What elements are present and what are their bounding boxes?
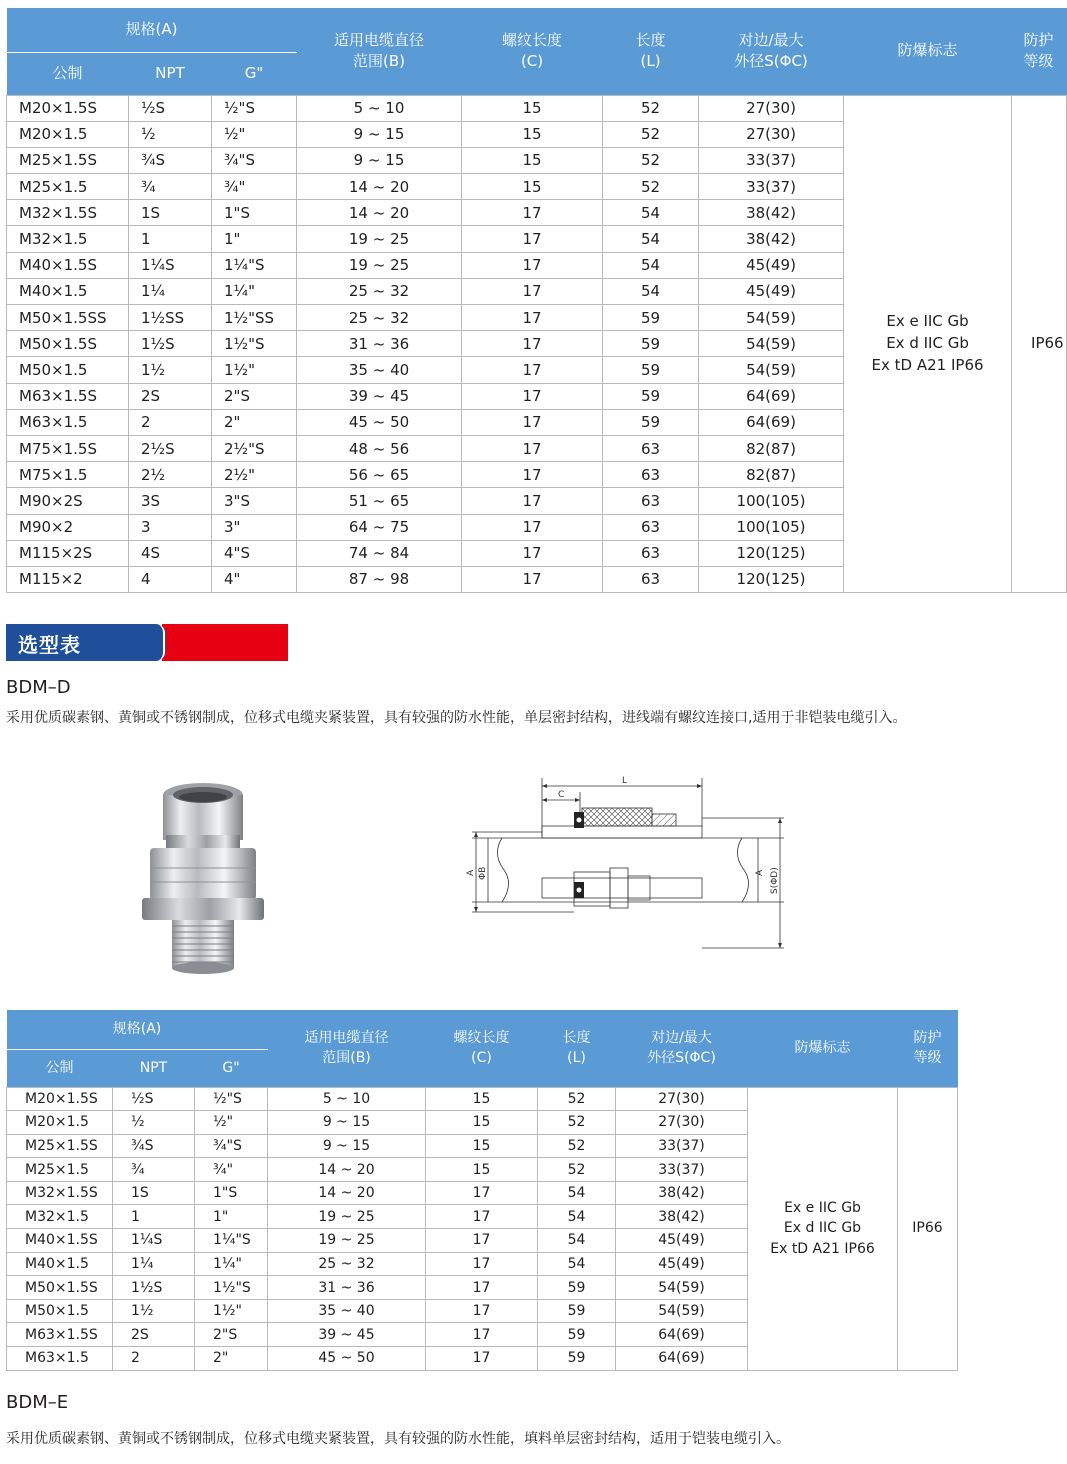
cell-length: 54 [603, 200, 699, 226]
cell-thread-length: 15 [426, 1158, 538, 1182]
drawing-label-s-phi-d: S(ΦD) [770, 867, 780, 894]
cell-cable-range: 74 ~ 84 [297, 540, 462, 566]
cell-length: 59 [603, 331, 699, 357]
cell-across-flats: 38(42) [616, 1205, 748, 1229]
cell-length: 52 [603, 95, 699, 121]
cell-thread-length: 15 [462, 174, 603, 200]
cell-metric-size: M50×1.5 [7, 1299, 113, 1323]
cell-metric-size: M50×1.5 [7, 357, 129, 383]
cell-metric-size: M20×1.5 [7, 121, 129, 147]
technical-drawing [462, 772, 792, 952]
cell-metric-size: M40×1.5S [7, 252, 129, 278]
header-across-flats: 对边/最大 外径S(ΦC) [699, 8, 844, 95]
cell-length: 54 [538, 1205, 616, 1229]
cell-npt-size: 1¼ [129, 278, 212, 304]
cell-metric-size: M32×1.5 [7, 1205, 113, 1229]
cell-length: 63 [603, 540, 699, 566]
header-thread-length: 螺纹长度 (C) [462, 8, 603, 95]
banner-red-band [162, 624, 288, 661]
spec-table-2 [6, 1010, 958, 1371]
description-bdm-d: 采用优质碳素钢、黄铜或不锈钢制成，位移式电缆夹紧装置，具有较强的防水性能，单层密封结构，进线端有螺纹连接口,适用于非铠装电缆引入。 [6, 710, 907, 726]
cell-g-size: 1"S [195, 1181, 268, 1205]
drawing-label-phi-b: ΦB [478, 866, 488, 880]
cell-across-flats: 64(69) [699, 383, 844, 409]
cell-cable-range: 9 ~ 15 [297, 147, 462, 173]
cell-length: 52 [603, 147, 699, 173]
cell-npt-size: ¾S [113, 1134, 195, 1158]
cell-npt-size: 1½SS [129, 305, 212, 331]
cell-thread-length: 17 [462, 305, 603, 331]
cell-metric-size: M40×1.5 [7, 278, 129, 304]
cell-length: 52 [538, 1134, 616, 1158]
ex-marking-line: Ex d IIC Gb [783, 1220, 862, 1237]
cell-cable-range: 35 ~ 40 [268, 1299, 426, 1323]
cell-g-size: 2½"S [212, 435, 297, 461]
cell-across-flats: 33(37) [616, 1134, 748, 1158]
cell-npt-size: 1¼ [113, 1252, 195, 1276]
model-name-bdm-e: BDM–E [6, 1392, 69, 1413]
cell-g-size: 4"S [212, 540, 297, 566]
cell-length: 59 [538, 1347, 616, 1371]
cell-metric-size: M25×1.5 [7, 174, 129, 200]
cell-metric-size: M20×1.5S [7, 1087, 113, 1111]
cell-across-flats: 33(37) [699, 174, 844, 200]
cell-across-flats: 27(30) [616, 1087, 748, 1111]
cell-metric-size: M63×1.5 [7, 1347, 113, 1371]
cell-npt-size: 3S [129, 488, 212, 514]
cell-npt-size: ¾ [129, 174, 212, 200]
cell-thread-length: 17 [426, 1276, 538, 1300]
header-protection: 防护 等级 [1012, 8, 1067, 95]
cell-cable-range: 14 ~ 20 [268, 1181, 426, 1205]
cell-npt-size: 2 [129, 409, 212, 435]
cell-length: 63 [603, 488, 699, 514]
cell-thread-length: 15 [462, 95, 603, 121]
cell-cable-range: 45 ~ 50 [297, 409, 462, 435]
cell-thread-length: 17 [462, 514, 603, 540]
cell-metric-size: M50×1.5S [7, 1276, 113, 1300]
cell-metric-size: M75×1.5 [7, 462, 129, 488]
cell-metric-size: M50×1.5SS [7, 305, 129, 331]
cell-g-size: ¾"S [195, 1134, 268, 1158]
cell-npt-size: 1½ [129, 357, 212, 383]
cell-npt-size: 1¼S [129, 252, 212, 278]
cell-metric-size: M75×1.5S [7, 435, 129, 461]
cell-npt-size: 2S [129, 383, 212, 409]
cell-length: 54 [603, 252, 699, 278]
spec-table-1 [6, 8, 1067, 593]
cell-thread-length: 17 [426, 1347, 538, 1371]
cell-cable-range: 9 ~ 15 [268, 1111, 426, 1135]
cell-across-flats: 64(69) [699, 409, 844, 435]
ex-marking-line: Ex tD A21 IP66 [770, 1240, 875, 1257]
cell-g-size: 1" [195, 1205, 268, 1229]
cell-length: 52 [538, 1087, 616, 1111]
cell-across-flats: 64(69) [616, 1323, 748, 1347]
cell-npt-size: 1S [129, 200, 212, 226]
header-protection-2: 防护 等级 [898, 1010, 958, 1087]
header-cable-range-2: 适用电缆直径 范围(B) [268, 1010, 426, 1087]
cell-metric-size: M63×1.5S [7, 1323, 113, 1347]
cell-g-size: 2"S [195, 1323, 268, 1347]
cell-metric-size: M20×1.5S [7, 95, 129, 121]
ex-marking-line: Ex d IIC Gb [886, 333, 969, 352]
cell-across-flats: 45(49) [616, 1229, 748, 1253]
cell-npt-size: ½S [129, 95, 212, 121]
cell-length: 59 [603, 357, 699, 383]
cell-cable-range: 25 ~ 32 [297, 305, 462, 331]
cell-thread-length: 17 [462, 278, 603, 304]
cell-g-size: 2½" [212, 462, 297, 488]
model-name-bdm-d: BDM–D [6, 677, 71, 698]
cell-length: 59 [603, 383, 699, 409]
cell-length: 52 [538, 1158, 616, 1182]
cell-metric-size: M115×2S [7, 540, 129, 566]
cell-cable-range: 19 ~ 25 [268, 1205, 426, 1229]
cell-npt-size: 4S [129, 540, 212, 566]
cell-across-flats: 120(125) [699, 540, 844, 566]
cell-across-flats: 54(59) [699, 305, 844, 331]
cell-npt-size: 1S [113, 1181, 195, 1205]
cell-thread-length: 17 [426, 1229, 538, 1253]
cell-metric-size: M50×1.5S [7, 331, 129, 357]
cell-across-flats: 54(59) [699, 331, 844, 357]
cell-length: 63 [603, 566, 699, 592]
cell-length: 54 [538, 1252, 616, 1276]
cell-cable-range: 14 ~ 20 [297, 174, 462, 200]
banner-separator [156, 624, 165, 661]
cell-thread-length: 17 [462, 409, 603, 435]
cell-thread-length: 15 [462, 121, 603, 147]
cell-g-size: 1½"SS [212, 305, 297, 331]
description-bdm-e: 采用优质碳素钢、黄铜或不锈钢制成，位移式电缆夹紧装置，具有较强的防水性能，填料单层密封结构，适用于铠装电缆引入。 [6, 1431, 790, 1447]
cell-npt-size: 2S [113, 1323, 195, 1347]
cell-g-size: 1½"S [195, 1276, 268, 1300]
cell-npt-size: ¾ [113, 1158, 195, 1182]
header-ex-marking-2: 防爆标志 [748, 1010, 898, 1087]
cell-metric-size: M32×1.5 [7, 226, 129, 252]
cell-thread-length: 17 [426, 1299, 538, 1323]
cell-g-size: 3" [212, 514, 297, 540]
cell-across-flats: 27(30) [699, 95, 844, 121]
cell-cable-range: 14 ~ 20 [297, 200, 462, 226]
cell-metric-size: M25×1.5S [7, 147, 129, 173]
cell-across-flats: 27(30) [699, 121, 844, 147]
cell-g-size: 1¼"S [195, 1229, 268, 1253]
cell-thread-length: 17 [462, 435, 603, 461]
cell-thread-length: 15 [426, 1087, 538, 1111]
cell-metric-size: M25×1.5S [7, 1134, 113, 1158]
header-g-2: G" [195, 1049, 268, 1087]
cell-thread-length: 15 [426, 1134, 538, 1158]
cell-thread-length: 17 [462, 331, 603, 357]
cell-thread-length: 17 [462, 357, 603, 383]
cell-across-flats: 54(59) [699, 357, 844, 383]
cell-metric-size: M20×1.5 [7, 1111, 113, 1135]
cell-length: 63 [603, 435, 699, 461]
cell-cable-range: 9 ~ 15 [268, 1134, 426, 1158]
cell-length: 63 [603, 462, 699, 488]
cell-cable-range: 64 ~ 75 [297, 514, 462, 540]
cell-g-size: 1"S [212, 200, 297, 226]
cell-npt-size: 2½ [129, 462, 212, 488]
cell-thread-length: 15 [426, 1111, 538, 1135]
cell-across-flats: 54(59) [616, 1299, 748, 1323]
cell-npt-size: 2 [113, 1347, 195, 1371]
header-thread-length-2: 螺纹长度 (C) [426, 1010, 538, 1087]
header-metric: 公制 [7, 52, 129, 95]
cell-thread-length: 17 [462, 252, 603, 278]
cell-cable-range: 19 ~ 25 [297, 252, 462, 278]
cell-metric-size: M40×1.5 [7, 1252, 113, 1276]
cell-g-size: 3"S [212, 488, 297, 514]
cell-g-size: 2" [212, 409, 297, 435]
cell-across-flats: 54(59) [616, 1276, 748, 1300]
cell-metric-size: M63×1.5 [7, 409, 129, 435]
cell-cable-range: 31 ~ 36 [268, 1276, 426, 1300]
drawing-label-a-left: A [466, 869, 476, 876]
cell-g-size: 1¼" [212, 278, 297, 304]
header-npt: NPT [129, 52, 212, 95]
cell-npt-size: 1½S [129, 331, 212, 357]
cell-npt-size: 1¼S [113, 1229, 195, 1253]
cell-g-size: 4" [212, 566, 297, 592]
cell-length: 59 [603, 409, 699, 435]
cell-across-flats: 100(105) [699, 488, 844, 514]
header-length-2: 长度 (L) [538, 1010, 616, 1087]
cell-cable-range: 45 ~ 50 [268, 1347, 426, 1371]
cell-g-size: 2"S [212, 383, 297, 409]
cell-g-size: 2" [195, 1347, 268, 1371]
cell-cable-range: 35 ~ 40 [297, 357, 462, 383]
cell-cable-range: 25 ~ 32 [268, 1252, 426, 1276]
cell-across-flats: 38(42) [616, 1181, 748, 1205]
table-row [7, 95, 1067, 121]
cell-ex-marking [748, 1087, 898, 1370]
cell-cable-range: 14 ~ 20 [268, 1158, 426, 1182]
cell-g-size: ¾"S [212, 147, 297, 173]
cell-thread-length: 17 [462, 566, 603, 592]
cell-length: 54 [538, 1181, 616, 1205]
drawing-label-a-right: A [755, 869, 765, 876]
cell-thread-length: 17 [462, 383, 603, 409]
cell-npt-size: 3 [129, 514, 212, 540]
header-ex-marking: 防爆标志 [844, 8, 1012, 95]
cell-cable-range: 19 ~ 25 [297, 226, 462, 252]
cell-cable-range: 51 ~ 65 [297, 488, 462, 514]
cell-across-flats: 38(42) [699, 200, 844, 226]
cell-cable-range: 31 ~ 36 [297, 331, 462, 357]
cell-across-flats: 100(105) [699, 514, 844, 540]
cell-npt-size: ½ [113, 1111, 195, 1135]
header-metric-2: 公制 [7, 1049, 113, 1087]
cell-metric-size: M90×2S [7, 488, 129, 514]
product-photo [128, 780, 278, 975]
cell-cable-range: 19 ~ 25 [268, 1229, 426, 1253]
cell-across-flats: 33(37) [699, 147, 844, 173]
cell-npt-size: 4 [129, 566, 212, 592]
cell-protection: IP66 [898, 1087, 958, 1370]
section-title: 选型表 [18, 633, 81, 657]
cell-cable-range: 5 ~ 10 [297, 95, 462, 121]
cell-metric-size: M115×2 [7, 566, 129, 592]
cell-metric-size: M63×1.5S [7, 383, 129, 409]
cell-length: 59 [538, 1276, 616, 1300]
cell-npt-size: ½ [129, 121, 212, 147]
cell-thread-length: 17 [426, 1323, 538, 1347]
cell-thread-length: 17 [462, 200, 603, 226]
header-g: G" [212, 52, 297, 95]
cell-length: 59 [538, 1299, 616, 1323]
cell-across-flats: 33(37) [616, 1158, 748, 1182]
cell-npt-size: 1½ [113, 1299, 195, 1323]
cell-npt-size: 2½S [129, 435, 212, 461]
cell-npt-size: 1 [129, 226, 212, 252]
cell-g-size: ¾" [195, 1158, 268, 1182]
cell-thread-length: 17 [462, 488, 603, 514]
cell-thread-length: 17 [426, 1205, 538, 1229]
cell-length: 52 [538, 1111, 616, 1135]
table-row [7, 1087, 958, 1111]
cell-metric-size: M32×1.5S [7, 1181, 113, 1205]
cell-thread-length: 17 [426, 1252, 538, 1276]
cell-across-flats: 120(125) [699, 566, 844, 592]
cell-npt-size: 1½S [113, 1276, 195, 1300]
drawing-label-l: L [622, 776, 628, 786]
cell-across-flats: 45(49) [699, 278, 844, 304]
cell-metric-size: M32×1.5S [7, 200, 129, 226]
header-cable-range: 适用电缆直径 范围(B) [297, 8, 462, 95]
cell-cable-range: 39 ~ 45 [297, 383, 462, 409]
cell-g-size: 1¼" [195, 1252, 268, 1276]
cell-across-flats: 64(69) [616, 1347, 748, 1371]
cell-length: 59 [603, 305, 699, 331]
header-across-flats-2: 对边/最大 外径S(ΦC) [616, 1010, 748, 1087]
header-spec: 规格(A) [7, 8, 297, 52]
ex-marking-line: Ex e IIC Gb [784, 1200, 861, 1217]
cell-metric-size: M90×2 [7, 514, 129, 540]
cell-g-size: 1¼"S [212, 252, 297, 278]
cell-g-size: ½"S [195, 1087, 268, 1111]
cell-npt-size: 1 [113, 1205, 195, 1229]
header-spec-2: 规格(A) [7, 1010, 268, 1049]
cell-g-size: 1" [212, 226, 297, 252]
cell-g-size: ½"S [212, 95, 297, 121]
ex-marking-line: Ex e IIC Gb [886, 312, 969, 331]
cell-thread-length: 17 [426, 1181, 538, 1205]
cell-metric-size: M25×1.5 [7, 1158, 113, 1182]
cell-g-size: ½" [195, 1111, 268, 1135]
section-banner [6, 624, 288, 661]
cell-cable-range: 56 ~ 65 [297, 462, 462, 488]
cell-g-size: ¾" [212, 174, 297, 200]
drawing-label-c: C [558, 790, 565, 800]
cell-length: 54 [603, 278, 699, 304]
cell-across-flats: 38(42) [699, 226, 844, 252]
cell-g-size: 1½" [212, 357, 297, 383]
cell-length: 52 [603, 121, 699, 147]
cell-length: 54 [603, 226, 699, 252]
header-length: 长度 (L) [603, 8, 699, 95]
cell-across-flats: 45(49) [699, 252, 844, 278]
cell-ex-marking [844, 95, 1012, 593]
cell-cable-range: 87 ~ 98 [297, 566, 462, 592]
cell-cable-range: 9 ~ 15 [297, 121, 462, 147]
cell-g-size: 1½"S [212, 331, 297, 357]
cell-npt-size: ¾S [129, 147, 212, 173]
cell-cable-range: 39 ~ 45 [268, 1323, 426, 1347]
ex-marking-line: Ex tD A21 IP66 [871, 355, 984, 374]
cell-across-flats: 82(87) [699, 462, 844, 488]
cell-cable-range: 5 ~ 10 [268, 1087, 426, 1111]
cell-length: 52 [603, 174, 699, 200]
cell-length: 54 [538, 1229, 616, 1253]
cell-length: 63 [603, 514, 699, 540]
cell-across-flats: 82(87) [699, 435, 844, 461]
cell-across-flats: 45(49) [616, 1252, 748, 1276]
cell-g-size: 1½" [195, 1299, 268, 1323]
cell-g-size: ½" [212, 121, 297, 147]
cell-thread-length: 17 [462, 226, 603, 252]
cell-protection: IP66 [1012, 95, 1067, 593]
cell-cable-range: 25 ~ 32 [297, 278, 462, 304]
cell-length: 59 [538, 1323, 616, 1347]
cell-npt-size: ½S [113, 1087, 195, 1111]
cell-metric-size: M40×1.5S [7, 1229, 113, 1253]
cell-cable-range: 48 ~ 56 [297, 435, 462, 461]
cell-across-flats: 27(30) [616, 1111, 748, 1135]
cell-thread-length: 17 [462, 540, 603, 566]
cell-thread-length: 15 [462, 147, 603, 173]
cell-thread-length: 17 [462, 462, 603, 488]
header-npt-2: NPT [113, 1049, 195, 1087]
